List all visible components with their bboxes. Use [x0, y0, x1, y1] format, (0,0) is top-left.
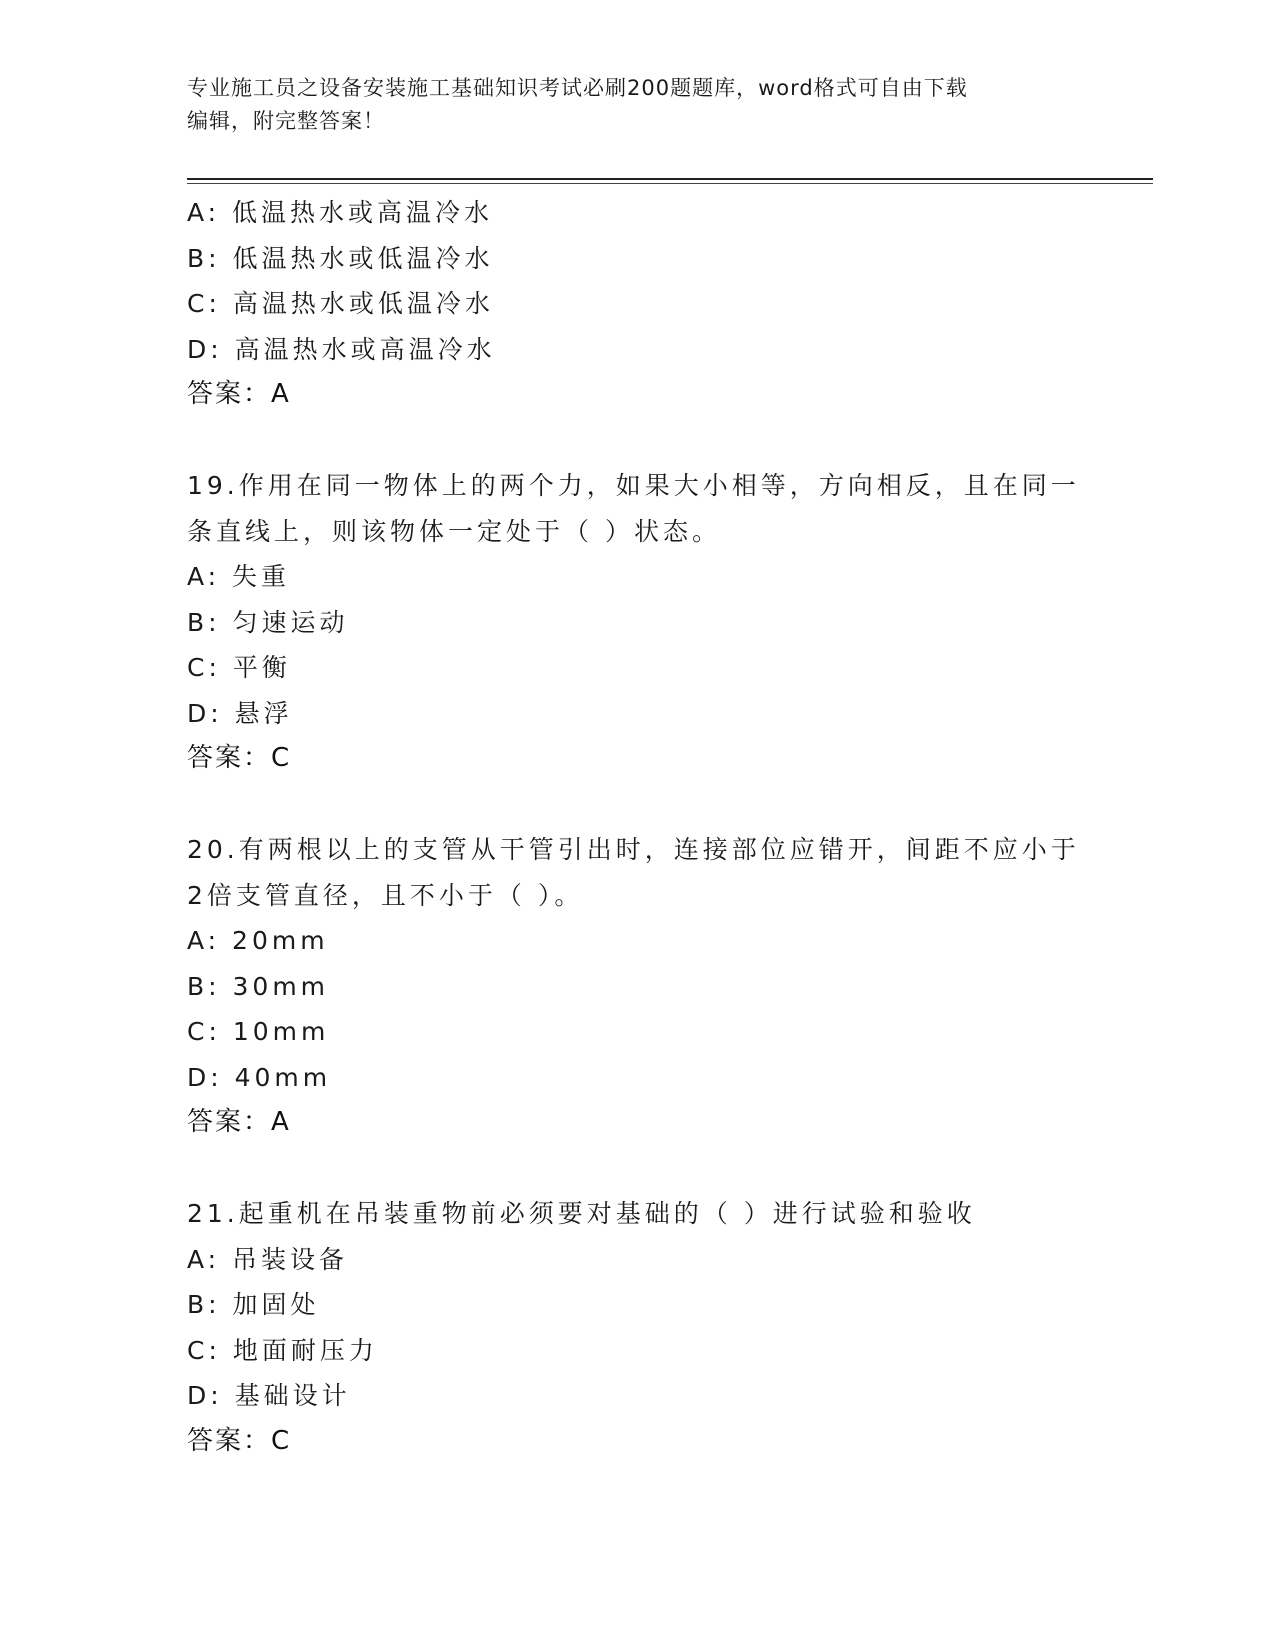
- header-divider-thin: [187, 183, 1153, 184]
- spacer: [187, 782, 1087, 828]
- option-b: B: 低温热水或低温冷水: [187, 243, 494, 273]
- document-header: [187, 72, 1067, 138]
- option-a: A: 失重: [187, 562, 291, 591]
- question-text-line-1: 20.有两根以上的支管从干管引出时，连接部位应错开，间距不应小于: [187, 835, 1080, 864]
- option-d: D: 基础设计: [187, 1381, 351, 1410]
- option-c: C: 平衡: [187, 653, 291, 682]
- option-c: C: 地面耐压力: [187, 1335, 378, 1365]
- option-a: A: 低温热水或高温冷水: [187, 198, 494, 227]
- question-text-line-2: 2倍支管直径，且不小于（ ）。: [187, 880, 584, 910]
- option-d: D: 40mm: [187, 1062, 332, 1092]
- question-list: [187, 190, 1087, 1464]
- answer-line: 答案：A: [187, 1107, 291, 1137]
- header-title-line-1: 专业施工员之设备安装施工基础知识考试必刷200题题库，word格式可自由下载: [187, 76, 968, 100]
- question-continued: [187, 190, 1087, 418]
- header-title-line-2: 编辑，附完整答案！: [187, 109, 385, 133]
- option-c: C: 10mm: [187, 1017, 330, 1046]
- option-d: D: 高温热水或高温冷水: [187, 334, 496, 364]
- answer-line: 答案：C: [187, 1425, 292, 1456]
- option-b: B: 30mm: [187, 971, 330, 1001]
- option-b: B: 匀速运动: [187, 607, 349, 637]
- question-text-line-1: 19.作用在同一物体上的两个力，如果大小相等，方向相反，且在同一: [187, 471, 1080, 500]
- question-20: [187, 827, 1087, 1146]
- question-text-line-1: 21.起重机在吊装重物前必须要对基础的（ ）进行试验和验收: [187, 1199, 976, 1228]
- option-d: D: 悬浮: [187, 698, 293, 728]
- header-divider-thick: [187, 178, 1153, 180]
- spacer: [187, 1146, 1087, 1192]
- question-21: [187, 1191, 1087, 1464]
- answer-line: 答案：A: [187, 379, 291, 409]
- option-a: A: 20mm: [187, 926, 329, 955]
- option-b: B: 加固处: [187, 1290, 320, 1319]
- question-text-line-2: 条直线上，则该物体一定处于（ ）状态。: [187, 516, 721, 546]
- answer-line: 答案：C: [187, 743, 292, 773]
- option-a: A: 吊装设备: [187, 1244, 349, 1274]
- spacer: [187, 418, 1087, 464]
- question-19: [187, 463, 1087, 782]
- option-c: C: 高温热水或低温冷水: [187, 289, 494, 318]
